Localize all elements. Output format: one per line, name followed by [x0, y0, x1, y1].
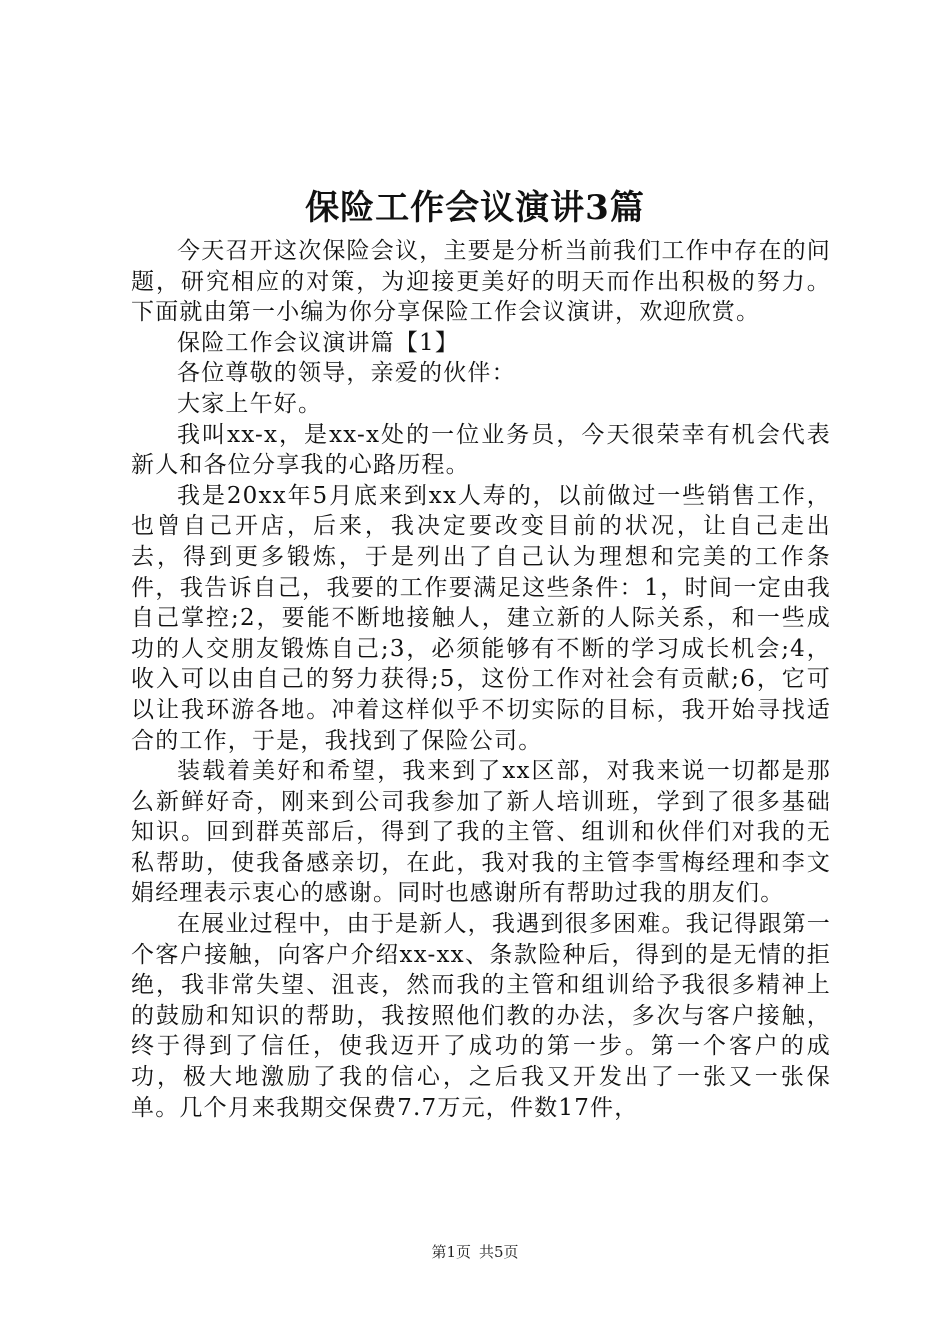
- page-number: 第1页: [431, 1243, 471, 1261]
- paragraph-greeting: 大家上午好。: [177, 390, 323, 417]
- paragraph: 在展业过程中，由于是新人，我遇到很多困难。我记得跟第一个客户接触，向客户介绍xx-xx、条款险种后，得到的是无情的拒绝，我非常失望、沮丧，然而我的主管和组训给予我很多精神上的鼓励和知识的帮助，我按照他们教的办法，多次与客户接触，终于得到了信任，使我迈开了成功的第一步。第一个客户的成功，极大地激励了我的信心，之后我又开发出了一张又一张保单。几个月来我期交保费7.7万元，件数17件，: [131, 911, 831, 1121]
- paragraph-salutation: 各位尊敬的领导，亲爱的伙伴：: [177, 360, 516, 387]
- page-total: 共5页: [479, 1243, 519, 1261]
- page-footer: [0, 1242, 950, 1262]
- paragraph-intro: 今天召开这次保险会议，主要是分析当前我们工作中存在的问题，研究相应的对策，为迎接更美好的明天而作出积极的努力。下面就由第一小编为你分享保险工作会议演讲，欢迎欣赏。: [131, 238, 831, 326]
- document-title: 保险工作会议演讲3篇: [305, 188, 645, 228]
- paragraph: 我是20xx年5月底来到xx人寿的，以前做过一些销售工作，也曾自己开店，后来，我决定要改变目前的状况，让自己走出去，得到更多锻炼，于是列出了自己认为理想和完美的工作条件，我告诉自己，我要的工作要满足这些条件：1，时间一定由我自己掌控;2，要能不断地接触人，建立新的人际关系，和一些成功的人交朋友锻炼自己;3，必须能够有不断的学习成长机会;4，收入可以由自己的努力获得;5，这份工作对社会有贡献;6，它可以让我环游各地。冲着这样似乎不切实际的目标，我开始寻找适合的工作，于是，我找到了保险公司。: [131, 482, 831, 754]
- document-body: [131, 236, 831, 1123]
- paragraph: 我叫xx-x，是xx-x处的一位业务员，今天很荣幸有机会代表新人和各位分享我的心路历程。: [131, 421, 831, 479]
- section-heading: 保险工作会议演讲篇【1】: [177, 329, 460, 356]
- paragraph: 装载着美好和希望，我来到了xx区部，对我来说一切都是那么新鲜好奇，刚来到公司我参加了新人培训班，学到了很多基础知识。回到群英部后，得到了我的主管、组训和伙伴们对我的无私帮助，使我备感亲切，在此，我对我的主管李雪梅经理和李文娟经理表示衷心的感谢。同时也感谢所有帮助过我的朋友们。: [131, 758, 831, 907]
